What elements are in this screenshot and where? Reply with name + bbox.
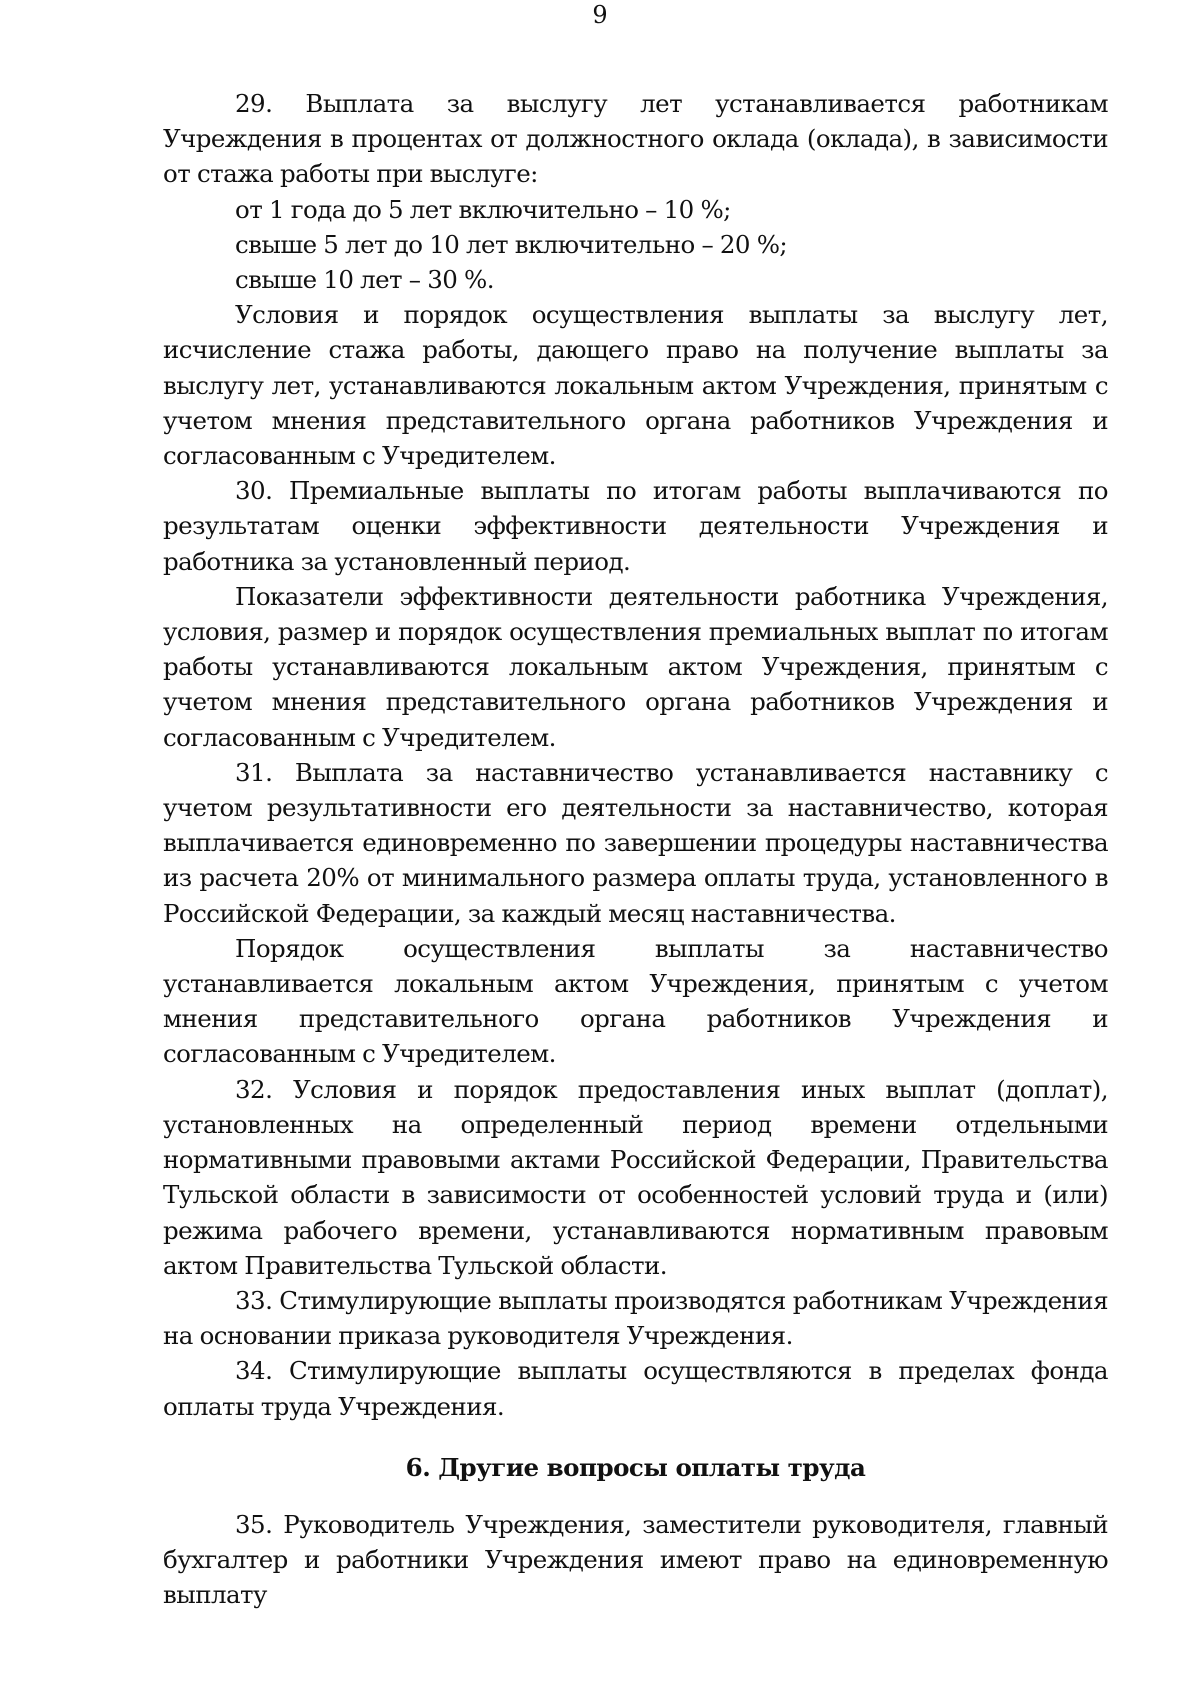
page-number: 9 — [592, 1, 608, 29]
section-heading: 6. Другие вопросы оплаты труда — [405, 1452, 866, 1482]
paragraph-30: 30. Премиальные выплаты по итогам работы выплачиваются по результатам оценки эффективности деятельности Учреждения и работника за установленный период. — [163, 476, 1108, 576]
paragraph-34: 34. Стимулирующие выплаты осуществляются в пределах фонда оплаты труда Учреждения. — [163, 1356, 1108, 1421]
paragraph-30-indicators: Показатели эффективности деятельности работника Учреждения, условия, размер и порядок осуществления премиальных выплат по итогам работы устанавливаются локальным актом Учреждения, принятым с учетом мнения представительного органа работников Учреждения и согласованным с Учредителем. — [163, 581, 1108, 752]
paragraph-29-conditions: Условия и порядок осуществления выплаты за выслугу лет, исчисление стажа работы, дающего право на получение выплаты за выслугу лет, устанавливаются локальным актом Учреждения, принятым с учетом мнения представительного органа работников Учреждения и согласованным с Учредителем. — [163, 300, 1108, 471]
paragraph-35: 35. Руководитель Учреждения, заместители руководителя, главный бухгалтер и работники Учреждения имеют право на единовременную выплату — [163, 1509, 1108, 1610]
paragraph-31: 31. Выплата за наставничество устанавливается наставнику с учетом результативности его деятельности за наставничество, которая выплачивается единовременно по завершении процедуры наставничества из расчета 20% от минимального размера оплаты труда, установленного в Российской Федерации, за каждый месяц наставничества. — [163, 757, 1108, 928]
document-body — [163, 86, 1108, 1613]
seniority-tier-2: свыше 5 лет до 10 лет включительно – 20 %; — [235, 229, 788, 259]
seniority-tier-3: свыше 10 лет – 30 %. — [235, 265, 495, 295]
paragraph-31-procedure: Порядок осуществления выплаты за наставничество устанавливается локальным актом Учреждения, принятым с учетом мнения представительного органа работников Учреждения и согласованным с Учредителем. — [163, 933, 1108, 1069]
paragraph-33: 33. Стимулирующие выплаты производятся работникам Учреждения на основании приказа руководителя Учреждения. — [163, 1285, 1108, 1351]
seniority-tier-1: от 1 года до 5 лет включительно – 10 %; — [235, 194, 731, 224]
paragraph-32: 32. Условия и порядок предоставления иных выплат (доплат), установленных на определенный период времени отдельными нормативными правовыми актами Российской Федерации, Правительства Тульской области в зависимости от особенностей условий труда и (или) режима рабочего времени, устанавливаются нормативным правовым актом Правительства Тульской области. — [163, 1074, 1108, 1280]
paragraph-29: 29. Выплата за выслугу лет устанавливается работникам Учреждения в процентах от должностного оклада (оклада), в зависимости от стажа работы при выслуге: — [163, 89, 1108, 189]
